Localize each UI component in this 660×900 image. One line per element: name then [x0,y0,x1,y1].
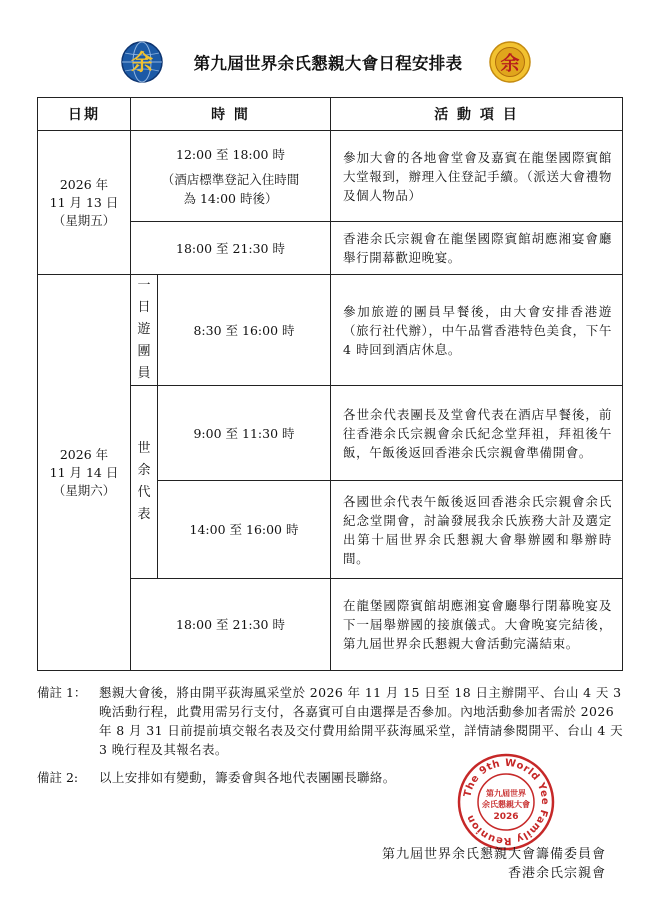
date-year: 2026 年 [59,446,109,462]
group-tour-text: 一日遊團員 [137,278,151,381]
seal-year: 2026 [493,812,519,822]
date-weekday: （星期六） [52,482,116,498]
note-1 [37,683,627,759]
date-year: 2026 年 [59,176,109,192]
group-tour-label [131,275,158,386]
time-cell [131,131,331,222]
note-text: 以上安排如有變動，籌委會與各地代表團團長聯絡。 [99,770,396,785]
activity-cell: 各世余代表團長及堂會代表在酒店早餐後，前往香港余氏宗親會余氏紀念堂拜祖，拜祖後午飯，午飯後返回香港余氏宗親會準備開會。 [331,386,623,481]
logo-glyph: 余 [500,52,520,75]
activity-cell: 香港余氏宗親會在龍堡國際賓館胡應湘宴會廳舉行開幕歡迎晚宴。 [331,222,623,275]
group-delegates-label [131,386,158,579]
date-day: 11 月 14 日 [49,464,119,480]
seal-ring-text: The 9th World Yee Family Reunion [462,757,551,847]
seal-logo-icon [488,40,532,84]
note-label: 備註 1： [37,685,87,700]
table-row [38,131,623,222]
table-row [38,275,623,386]
header-activity: 活 動 項 目 [331,98,623,131]
header-time: 時 間 [131,98,331,131]
activity-cell: 各國世余代表午飯後返回香港余氏宗親會余氏紀念堂開會，討論發展我余氏族務大計及選定出第十屆世界余氏懇親大會舉辦國和舉辦時間。 [331,481,623,579]
time-cell: 18:00 至 21:30 時 [131,579,331,671]
time-cell: 8:30 至 16:00 時 [158,275,331,386]
time-cell: 18:00 至 21:30 時 [131,222,331,275]
date-cell-day1 [38,131,131,275]
signature-line-association: 香港余氏宗親會 [507,866,606,881]
globe-logo-icon [120,40,164,84]
time-cell: 14:00 至 16:00 時 [158,481,331,579]
activity-cell: 參加旅遊的團員早餐後，由大會安排香港遊（旅行社代辦），中午品嘗香港特色美食，下午 4 時回到酒店休息。 [331,275,623,386]
date-day: 11 月 13 日 [49,194,119,210]
table-header-row [38,98,623,131]
signature-line-committee: 第九屆世界余氏懇親大會籌備委員會 [381,847,606,862]
date-cell-day2 [38,275,131,671]
seal-line: 第九屆世界 [486,789,526,798]
time-range: 12:00 至 18:00 時 [176,146,285,162]
date-weekday: （星期五） [52,212,116,228]
group-delegates-text: 世余代表 [137,441,151,522]
signature-block [316,845,606,883]
time-note: 為 14:00 時後） [183,190,278,206]
activity-cell: 參加大會的各地會堂會及嘉賓在龍堡國際賓館大堂報到，辦理入住登記手續。（派送大會禮物及個人物品） [331,131,623,222]
header-date: 日期 [38,98,131,131]
logo-glyph: 余 [130,51,154,76]
time-cell: 9:00 至 11:30 時 [158,386,331,481]
page-title: 第九屆世界余氏懇親大會日程安排表 [193,54,463,73]
document-header [0,36,660,92]
time-note: （酒店標準登記入住時間 [161,171,300,187]
activity-cell: 在龍堡國際賓館胡應湘宴會廳舉行閉幕晚宴及下一屆舉辦國的接旗儀式。大會晚宴完結後，第九屆世界余氏懇親大會活動完滿結束。 [331,579,623,671]
note-text: 懇親大會後，將由開平荻海風采堂於 2026 年 11 月 15 日至 18 日主辦開平、台山 4 天 3 晚活動行程，此費用需另行支付，各嘉賓可自由選擇是否參加。內地活動參加者需於 2026 年 8 月 31 日前提前填交報名表及交付費用給開平荻海風采堂，詳情請參閱開平、台山 4 天 3 晚行程及其報名表。 [99,685,624,757]
schedule-table [37,97,623,671]
seal-line: 余氏懇親大會 [482,800,530,809]
note-label: 備註 2: [37,770,79,785]
reunion-seal-stamp [456,752,556,852]
